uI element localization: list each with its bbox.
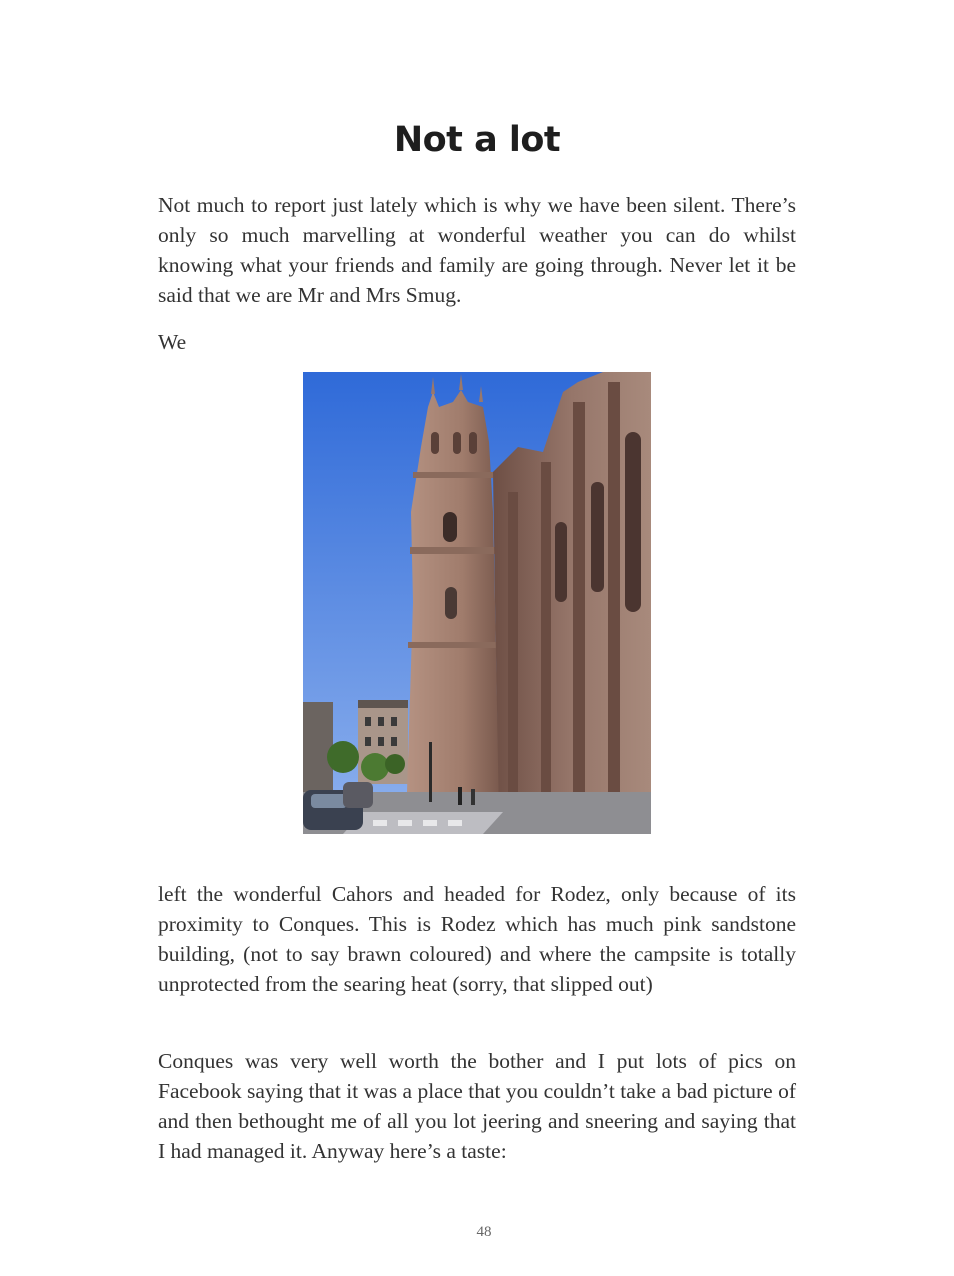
page-number: 48	[476, 1224, 492, 1240]
paragraph-rodez: left the wonderful Cahors and headed for Rodez, only because of its proximity to Conques. This is Rodez which has much pink sandstone building, (not to say brawn coloured) and where the campsite is totally unprotected from the searing heat (sorry, that slipped out)	[158, 882, 796, 996]
paragraph-we: We	[158, 330, 187, 354]
page-title: Not a lot	[393, 120, 561, 160]
paragraph-conques: Conques was very well worth the bother and I put lots of pics on Facebook saying that it was a place that you couldn’t take a bad picture of and then bethought me of all you lot jeering and sneering and saying that I had managed it. Anyway here’s a taste:	[158, 1049, 796, 1163]
rodez-cathedral-photo	[303, 372, 651, 834]
paragraph-intro: Not much to report just lately which is why we have been silent. There’s only so much marvelling at wonderful weather you can do whilst knowing what your friends and family are going through. Never let it be said that we are Mr and Mrs Smug.	[158, 193, 796, 307]
